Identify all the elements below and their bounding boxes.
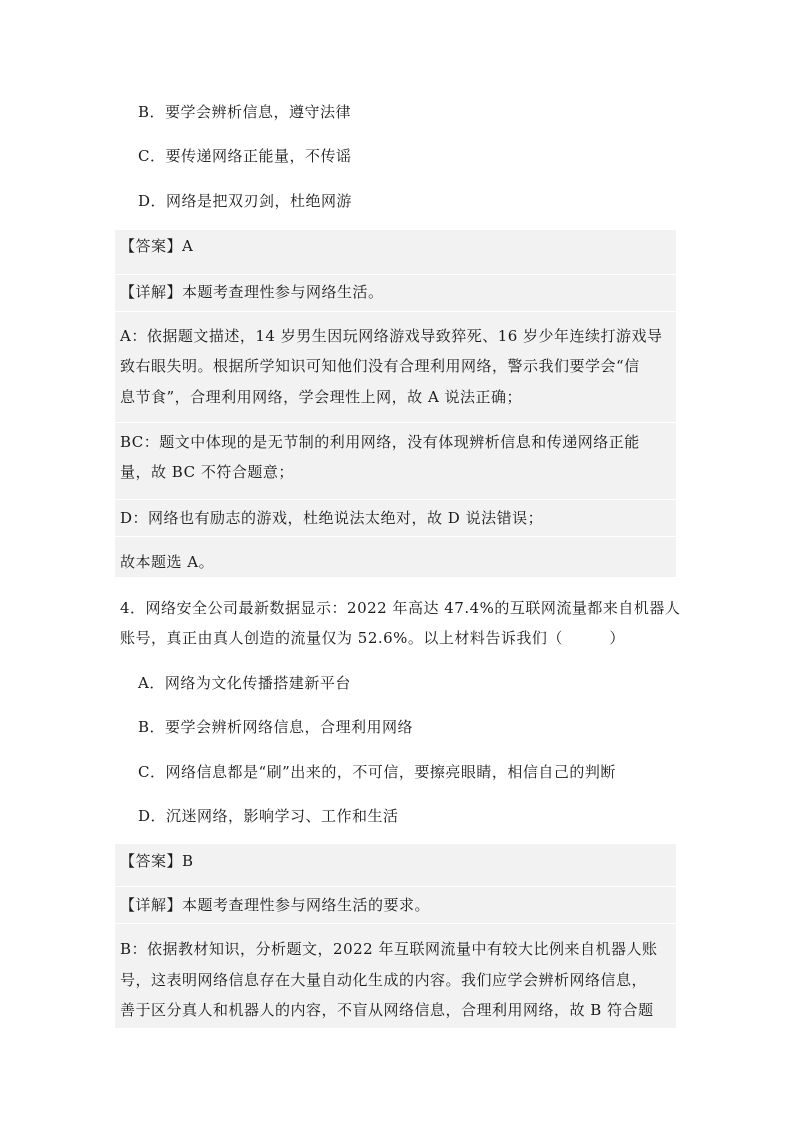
q3-analysis-bc-line-2: 量，故 BC 不符合题意； bbox=[120, 463, 294, 481]
q3-option-b: B．要学会辨析信息，遵守法律 bbox=[138, 103, 352, 121]
q4-stem-line-2: 账号，真正由真人创造的流量仅为 52.6%。以上材料告诉我们（ ） bbox=[120, 629, 625, 647]
q3-analysis-a-line-2: 致右眼失明。根据所学知识可知他们没有合理利用网络，警示我们要学会“信 bbox=[120, 357, 640, 375]
q4-option-d: D．沉迷网络，影响学习、工作和生活 bbox=[138, 807, 399, 825]
answer-panel-q4-answer bbox=[115, 844, 676, 887]
q3-analysis-a-line-3: 息节食”，合理利用网络，学会理性上网，故 A 说法正确； bbox=[120, 388, 523, 406]
q4-option-c: C．网络信息都是“刷”出来的，不可信，要擦亮眼睛，相信自己的判断 bbox=[138, 763, 616, 781]
q4-stem-line-1: 4．网络安全公司最新数据显示：2022 年高达 47.4%的互联网流量都来自机器人 bbox=[120, 599, 681, 617]
q4-analysis-line-3: 善于区分真人和机器人的内容，不盲从网络信息，合理利用网络，故 B 符合题 bbox=[120, 1001, 654, 1019]
q3-conclusion: 故本题选 A。 bbox=[120, 553, 215, 571]
q3-option-c: C．要传递网络正能量，不传谣 bbox=[138, 147, 352, 165]
q4-option-b: B．要学会辨析网络信息，合理利用网络 bbox=[138, 718, 414, 736]
answer-panel-q3-answer bbox=[115, 230, 676, 275]
q4-analysis-line-2: 号，这表明网络信息存在大量自动化生成的内容。我们应学会辨析网络信息， bbox=[120, 971, 648, 989]
q4-analysis-line-1: B：依据教材知识，分析题文，2022 年互联网流量中有较大比例来自机器人账 bbox=[120, 940, 658, 958]
q4-detail: 【详解】本题考查理性参与网络生活的要求。 bbox=[120, 896, 431, 914]
q3-analysis-a-line-1: A：依据题文描述，14 岁男生因玩网络游戏导致猝死、16 岁少年连续打游戏导 bbox=[120, 327, 663, 345]
q3-analysis-d: D：网络也有励志的游戏，杜绝说法太绝对，故 D 说法错误； bbox=[120, 509, 544, 527]
q3-analysis-bc-line-1: BC：题文中体现的是无节制的利用网络，没有体现辨析信息和传递网络正能 bbox=[120, 433, 640, 451]
q4-answer: 【答案】B bbox=[120, 852, 194, 870]
q3-option-d: D．网络是把双刃剑，杜绝网游 bbox=[138, 192, 353, 210]
q4-option-a: A．网络为文化传播搭建新平台 bbox=[138, 674, 351, 692]
q3-answer: 【答案】A bbox=[120, 237, 194, 255]
q3-detail: 【详解】本题考查理性参与网络生活。 bbox=[120, 283, 384, 301]
